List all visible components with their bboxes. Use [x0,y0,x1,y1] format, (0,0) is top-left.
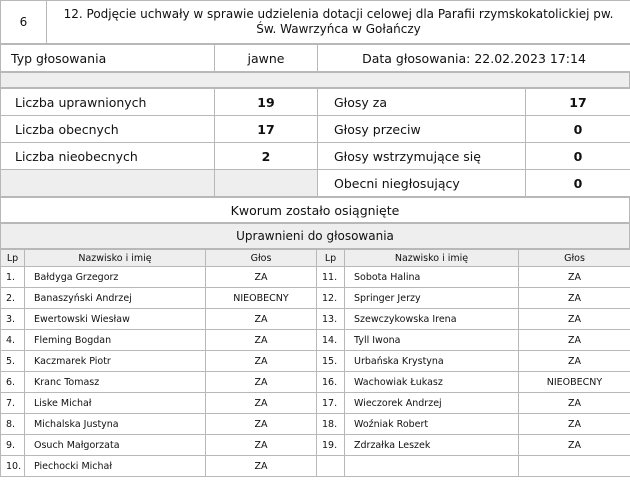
table-row [1,330,630,351]
lp-cell: 6. [1,372,25,393]
votes-for-value: 17 [526,89,630,116]
vote-cell: ZA [206,414,317,435]
present-not-voting-value: 0 [526,170,630,197]
lp-cell: 12. [317,288,345,309]
col-vote-header: Głos [206,250,317,267]
item-number: 6 [1,1,47,44]
quorum-text: Kworum zostało osiągnięte [1,198,630,223]
vote-cell: ZA [519,267,630,288]
col-name-header: Nazwisko i imię [345,250,519,267]
table-row [1,309,630,330]
absent-label: Liczba nieobecnych [1,143,215,170]
present-value: 17 [215,116,318,143]
lp-cell: 19. [317,435,345,456]
vote-type-label: Typ głosowania [1,45,215,72]
name-cell: Kranc Tomasz [25,372,206,393]
resolution-title: 12. Podjęcie uchwały w sprawie udzielenia dotacji celowej dla Parafii rzymskokatolickiej pw. Św. Wawrzyńca w Gołańczy [47,1,630,44]
lp-cell: 17. [317,393,345,414]
vote-cell: NIEOBECNY [206,288,317,309]
vote-type-value: jawne [215,45,318,72]
vote-cell: NIEOBECNY [519,372,630,393]
lp-cell: 16. [317,372,345,393]
table-row [1,267,630,288]
name-cell: Zdrzałka Leszek [345,435,519,456]
vote-cell: ZA [206,267,317,288]
name-cell: Szewczykowska Irena [345,309,519,330]
vote-cell: ZA [206,435,317,456]
name-cell: Fleming Bogdan [25,330,206,351]
lp-cell: 10. [1,456,25,477]
votes-for-label: Głosy za [318,89,526,116]
vote-cell: ZA [206,393,317,414]
table-row [1,456,630,477]
name-cell: Liske Michał [25,393,206,414]
votes-against-label: Głosy przeciw [318,116,526,143]
name-cell: Bałdyga Grzegorz [25,267,206,288]
votes-abstain-label: Głosy wstrzymujące się [318,143,526,170]
table-row [1,288,630,309]
col-lp-header: Lp [1,250,25,267]
vote-date-label: Data głosowania: [362,50,471,66]
name-cell: Kaczmarek Piotr [25,351,206,372]
eligible-section-title: Uprawnieni do głosowania [1,224,630,249]
table-row [1,351,630,372]
spacer-cell [1,73,630,88]
lp-cell: 3. [1,309,25,330]
name-cell: Tyll Iwona [345,330,519,351]
lp-cell: 9. [1,435,25,456]
lp-cell: 8. [1,414,25,435]
name-cell: Michalska Justyna [25,414,206,435]
name-cell: Banaszyński Andrzej [25,288,206,309]
resolution-header [0,0,630,44]
table-row [1,372,630,393]
vote-info [0,44,630,72]
name-cell [345,456,519,477]
lp-cell: 15. [317,351,345,372]
name-cell: Urbańska Krystyna [345,351,519,372]
spacer-row [0,72,630,88]
eligible-value: 19 [215,89,318,116]
table-row [1,414,630,435]
col-name-header: Nazwisko i imię [25,250,206,267]
vote-cell: ZA [519,330,630,351]
lp-cell [317,456,345,477]
vote-cell: ZA [206,372,317,393]
votes-table [0,249,630,477]
vote-date-value: 22.02.2023 17:14 [474,50,586,66]
name-cell: Piechocki Michał [25,456,206,477]
lp-cell: 13. [317,309,345,330]
vote-cell: ZA [519,414,630,435]
lp-cell: 1. [1,267,25,288]
vote-date [318,45,630,72]
lp-cell: 4. [1,330,25,351]
name-cell: Osuch Małgorzata [25,435,206,456]
absent-value: 2 [215,143,318,170]
name-cell: Wachowiak Łukasz [345,372,519,393]
vote-cell: ZA [519,309,630,330]
vote-cell: ZA [519,351,630,372]
lp-cell: 14. [317,330,345,351]
vote-cell: ZA [206,309,317,330]
col-vote-header: Głos [519,250,630,267]
table-row [1,393,630,414]
vote-stats [0,88,630,197]
vote-cell: ZA [206,456,317,477]
votes-table-body [1,267,630,477]
col-lp-header: Lp [317,250,345,267]
name-cell: Woźniak Robert [345,414,519,435]
lp-cell: 2. [1,288,25,309]
empty-cell [1,170,215,197]
lp-cell: 11. [317,267,345,288]
present-not-voting-label: Obecni niegłosujący [318,170,526,197]
vote-cell: ZA [519,393,630,414]
name-cell: Springer Jerzy [345,288,519,309]
vote-cell: ZA [206,330,317,351]
quorum-row [0,197,630,223]
lp-cell: 7. [1,393,25,414]
eligible-section [0,223,630,249]
present-label: Liczba obecnych [1,116,215,143]
votes-abstain-value: 0 [526,143,630,170]
empty-cell [215,170,318,197]
vote-cell: ZA [519,435,630,456]
name-cell: Sobota Halina [345,267,519,288]
vote-cell: ZA [519,288,630,309]
lp-cell: 5. [1,351,25,372]
vote-cell: ZA [206,351,317,372]
vote-cell [519,456,630,477]
table-row [1,435,630,456]
votes-against-value: 0 [526,116,630,143]
name-cell: Ewertowski Wiesław [25,309,206,330]
eligible-label: Liczba uprawnionych [1,89,215,116]
name-cell: Wieczorek Andrzej [345,393,519,414]
lp-cell: 18. [317,414,345,435]
